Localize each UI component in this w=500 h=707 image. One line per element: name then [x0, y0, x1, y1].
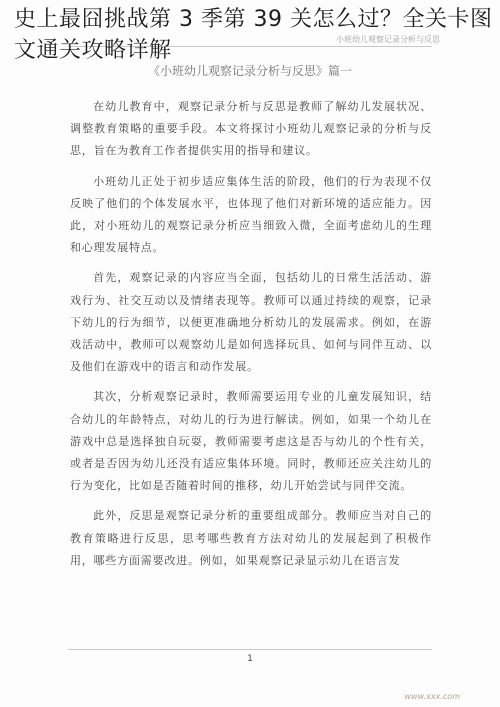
- paragraph: 此外，反思是观察记录分析的重要组成部分。教师应当对自己的教育策略进行反思，思考哪些教育方法对幼儿的发展起到了积极作用，哪些方面需要改进。例如，如果观察记录显示幼儿在语言发: [70, 509, 432, 567]
- paragraph: 小班幼儿正处于初步适应集体生活的阶段，他们的行为表现不仅反映了他们的个体发展水平，也体现了他们对新环境的适应能力。因此，对小班幼儿的观察记录分析应当细致入微，全面考虑幼儿的生理和心理发展特点。: [70, 174, 432, 255]
- paragraph: 首先，观察记录的内容应当全面，包括幼儿的日常生活活动、游戏行为、社交互动以及情绪表现等。教师可以通过持续的观察，记录下幼儿的行为细节，以便更准确地分析幼儿的发展需求。例如，在游戏活动中，教师可以观察幼儿是如何选择玩具、如何与同伴互动、以及他们在游戏中的语言和动作发展。: [70, 271, 432, 374]
- watermark: www.xxx.com: [404, 692, 460, 701]
- page-number: 1: [247, 654, 253, 664]
- overlay-headline: 史上最囧挑战第 3 季第 39 关怎么过？全关卡图文通关攻略详解: [14, 7, 493, 63]
- footer-divider: [68, 649, 432, 650]
- header-note: 小班幼儿观察记录分析与反思: [336, 35, 440, 44]
- paragraph: 在幼儿教育中，观察记录分析与反思是教师了解幼儿发展状况、调整教育策略的重要手段。本文将探讨小班幼儿观察记录的分析与反思，旨在为教育工作者提供实用的指导和建议。: [70, 100, 432, 158]
- document-title: 《小班幼儿观察记录分析与反思》篇一: [147, 64, 352, 78]
- paragraph: 其次，分析观察记录时，教师需要运用专业的儿童发展知识，结合幼儿的年龄特点，对幼儿的行为进行解读。例如，如果一个幼儿在游戏中总是选择独自玩耍，教师需要考虑这是否与幼儿的个性有关，或者是否因为幼儿还没有适应集体环境。同时，教师还应关注幼儿的行为变化，比如是否随着时间的推移，幼儿开始尝试与同伴交流。: [70, 390, 432, 493]
- document-body: [70, 96, 432, 580]
